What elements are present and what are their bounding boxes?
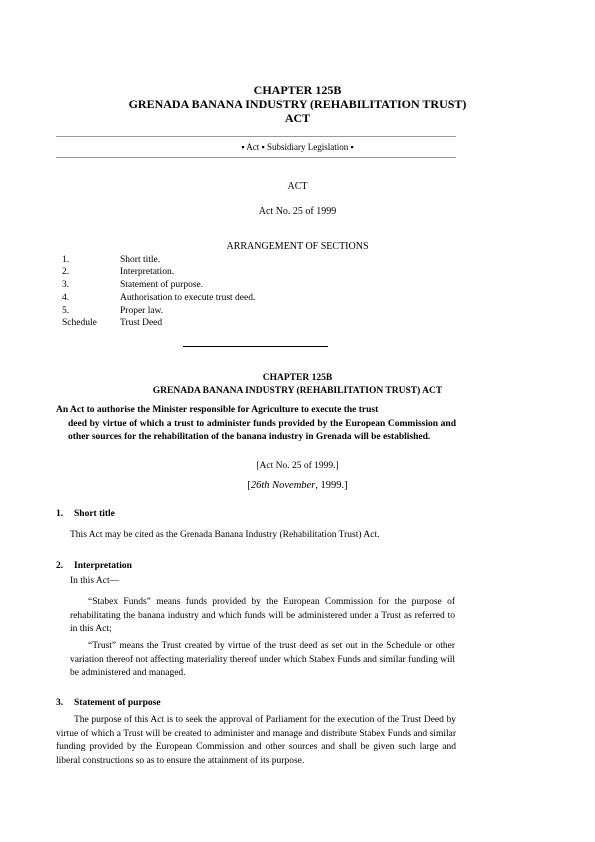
section-1-heading <box>56 509 115 519</box>
section-heading-text: Short title <box>74 509 115 519</box>
definition-trust: “Trust” means the Trust created by virtue of the trust deed as set out in the Schedule or other variation thereof not affecting materiality thereof under which Stabex Funds and similar funding will be administered and managed. <box>70 641 455 678</box>
date-year: , 1999.] <box>315 480 348 491</box>
section-heading-text: Statement of purpose <box>74 698 161 708</box>
long-title <box>56 404 456 445</box>
toc-title: Statement of purpose. <box>120 280 204 290</box>
nav-divider <box>56 157 456 158</box>
body-act-title: GRENADA BANANA INDUSTRY (REHABILITATION TRUST) ACT <box>152 386 443 396</box>
navigation-links[interactable]: ▪ Act ▪ Subsidiary Legislation ▪ <box>241 142 354 152</box>
section-number: 3. <box>56 698 64 708</box>
section-1-text: This Act may be cited as the Grenada Banana Industry (Rehabilitation Trust) Act. <box>70 530 380 540</box>
toc-title: Trust Deed <box>120 318 163 328</box>
chapter-heading: CHAPTER 125B <box>253 83 342 97</box>
arrangement-heading: ARRANGEMENT OF SECTIONS <box>226 241 369 252</box>
top-divider <box>56 136 456 137</box>
act-title-line-1: GRENADA BANANA INDUSTRY (REHABILITATION TRUST) <box>128 97 467 111</box>
toc-number: 5. <box>62 306 70 316</box>
act-heading: ACT <box>287 181 308 192</box>
section-heading-text: Interpretation <box>74 561 132 571</box>
toc-number: 4. <box>62 293 70 303</box>
toc-title: Short title. <box>120 255 161 265</box>
section-3-heading <box>56 698 161 708</box>
body-chapter-heading: CHAPTER 125B <box>262 373 333 383</box>
section-separator <box>183 346 328 347</box>
long-title-first-line: An Act to authorise the Minister responsible for Agriculture to execute the trust <box>56 405 379 415</box>
section-2-intro: In this Act— <box>70 576 120 586</box>
definition-stabex-funds: “Stabex Funds” means funds provided by the European Commission for the purpose of rehabilitating the banana industry and which funds will be administered under a Trust as referred to in this Act; <box>70 597 455 634</box>
section-3-text: The purpose of this Act is to seek the approval of Parliament for the execution of the Trust Deed by virtue of which a Trust will be created to administer and manage and distribute Stabex Funds and similar funding provided by the European Commission and other sources and shall be given such large and liberal constructions so as to ensure the attainment of its purpose. <box>56 715 456 766</box>
section-number: 2. <box>56 561 64 571</box>
toc-number: Schedule <box>62 318 97 328</box>
act-title-line-2: ACT <box>284 111 311 125</box>
date-bracket-open: [ <box>247 480 251 491</box>
toc-number: 2. <box>62 267 70 277</box>
toc-title: Authorisation to execute trust deed. <box>120 293 256 303</box>
toc-title: Proper law. <box>120 306 164 316</box>
toc-title: Interpretation. <box>120 267 175 277</box>
section-2-heading <box>56 561 132 571</box>
commencement-date <box>0 480 595 491</box>
act-number: Act No. 25 of 1999 <box>258 206 337 217</box>
toc-number: 3. <box>62 280 70 290</box>
long-title-continuation: deed by virtue of which a trust to administer funds provided by the European Commission and other sources for the rehabilitation of the banana industry in Grenada will be established. <box>68 418 456 442</box>
act-reference: [Act No. 25 of 1999.] <box>256 461 339 471</box>
date-day-month: 26th November <box>250 480 316 491</box>
section-number: 1. <box>56 509 64 519</box>
toc-number: 1. <box>62 255 70 265</box>
